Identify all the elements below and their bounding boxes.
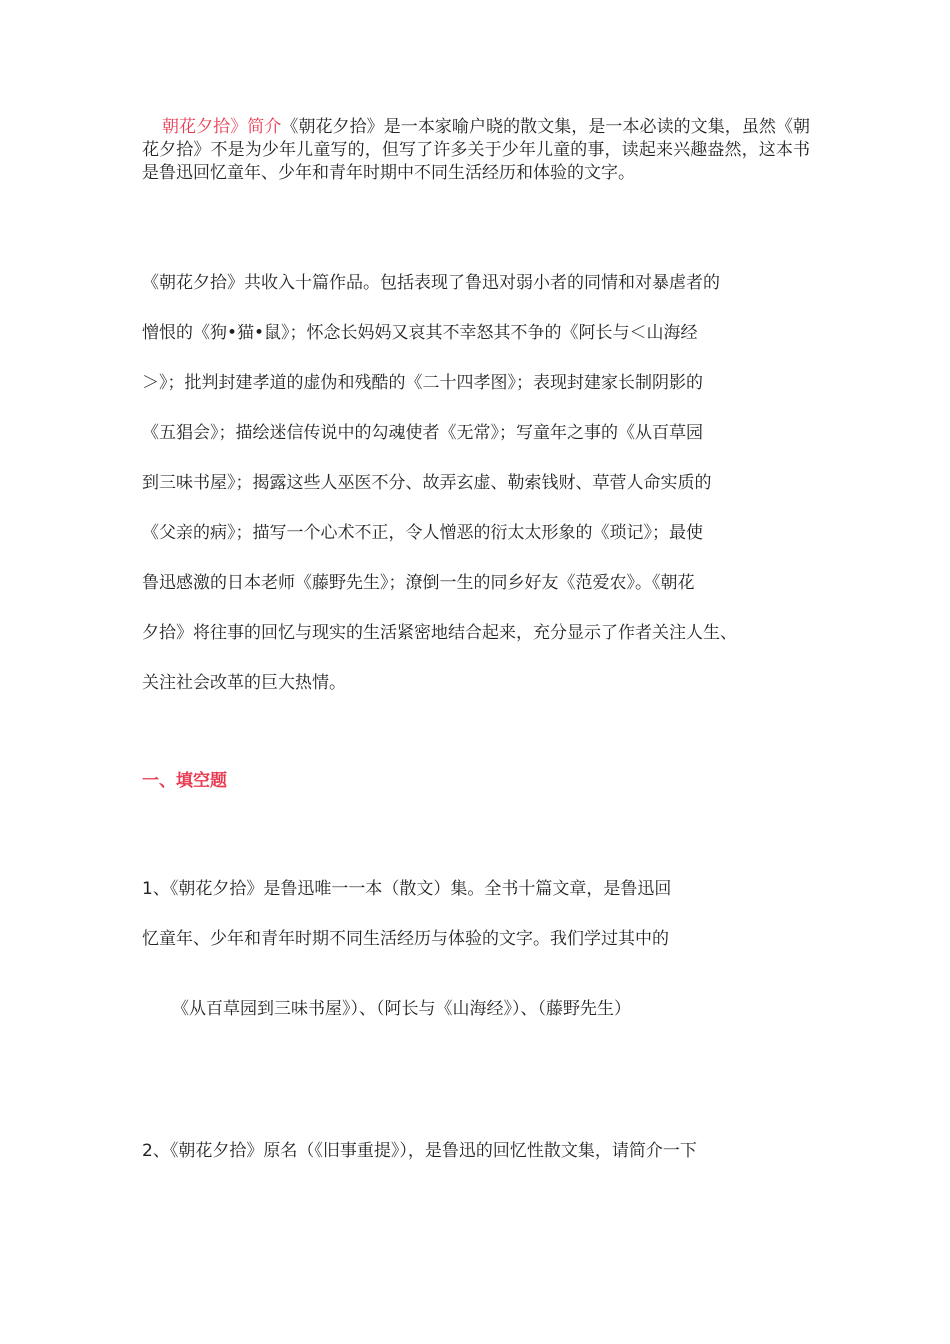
intro-body-text: 《朝花夕拾》是一本家喻户晓的散文集，是一本必读的文集，虽然《朝花夕拾》不是为少年儿童写的，但写了许多关于少年儿童的事，读起来兴趣盎然，这本书是鲁迅回忆童年、少年和青年时期中不同生活经历和体验的文字。 [142, 117, 811, 183]
question-1-text: 《朝花夕拾》是鲁迅唯一一本（散文）集。全书十篇文章，是鲁迅回 [169, 879, 672, 899]
question-2-text: 《朝花夕拾》原名（《旧事重提》），是鲁迅的回忆性散文集，请简介一下 [169, 1141, 697, 1161]
paragraph-line: 《朝花夕拾》共收入十篇作品。包括表现了鲁迅对弱小者的同情和对暴虐者的 [142, 273, 720, 293]
paragraph-line: 鲁迅感激的日本老师《藤野先生》；潦倒一生的同乡好友《范爱农》。《朝花 [142, 573, 695, 593]
intro-title-link[interactable]: 朝花夕拾》简介 [162, 117, 282, 137]
paragraph-line: 《父亲的病》；描写一个心术不正，令人憎恶的衍太太形象的《琐记》；最使 [142, 523, 703, 543]
paragraph-line: ＞》；批判封建孝道的虚伪和残酷的《二十四孝图》；表现封建家长制阴影的 [142, 373, 703, 393]
paragraph-line: 《五猖会》；描绘迷信传说中的勾魂使者《无常》；写童年之事的《从百草园 [142, 423, 703, 443]
intro-paragraph [142, 116, 810, 185]
question-1-number: 1、 [142, 879, 170, 899]
works-summary-paragraph [142, 268, 810, 718]
paragraph-line: 关注社会改革的巨大热情。 [142, 673, 346, 693]
paragraph-line: 憎恨的《狗•猫•鼠》；怀念长妈妈又哀其不幸怒其不争的《阿长与＜山海经 [142, 323, 698, 343]
paragraph-line: 到三味书屋》；揭露这些人巫医不分、故弄玄虚、勒索钱财、草菅人命实质的 [142, 473, 712, 493]
question-2-line-1 [142, 1136, 697, 1161]
question-1-line-2: 忆童年、少年和青年时期不同生活经历与体验的文字。我们学过其中的 [142, 929, 669, 949]
section-heading-fill-in-blanks: 一、填空题 [142, 771, 227, 791]
paragraph-line: 夕拾》将往事的回忆与现实的生活紧密地结合起来，充分显示了作者关注人生、 [142, 623, 737, 643]
question-1-line-1 [142, 874, 671, 899]
question-1-line-3: 《从百草园到三味书屋》）、（阿长与《山海经》）、（藤野先生） [172, 999, 631, 1019]
question-2-number: 2、 [142, 1141, 170, 1161]
